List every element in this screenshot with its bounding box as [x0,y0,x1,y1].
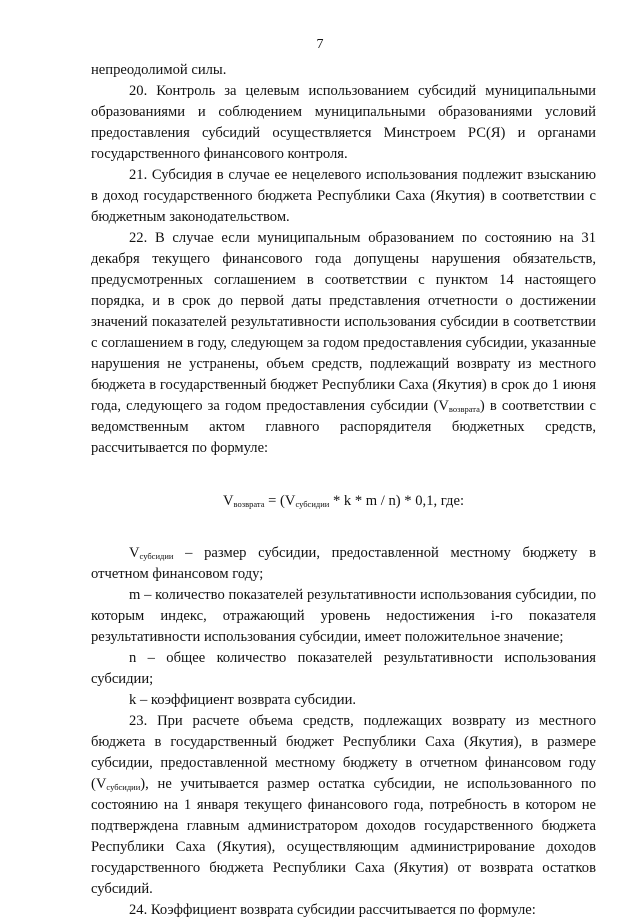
formula-sub-vozvrata: возврата [233,499,265,509]
paragraph-24: 24. Коэффициент возврата субсидии рассчитывается по формуле: [129,902,536,918]
definition-m: m – количество показателей результативности использования субсидии, по которым индекс, отражающий уровень недостижения i-го показателя результативности использования субсидии, имеет положительное значение; [91,587,596,645]
formula-v: V [222,493,234,509]
paragraph-22-text-end: ) в соответствии с ведомственным актом главного распорядителя бюджетных средств, рассчитывается по формуле: [91,398,596,456]
paragraph-20: 20. Контроль за целевым использованием субсидий муниципальными образованиями и соблюдением муниципальными образованиями условий предоставления субсидий осуществляется Минстроем РС(Я) и органами государственного финансового контроля. [91,83,596,162]
paragraph-22-text: 22. В случае если муниципальным образованием по состоянию на 31 декабря текущего финансового года допущены нарушения обязательств, предусмотренных соглашением в соответствии с пунктом 14 настоящего порядка, и в срок до первой даты представления отчетности о достижении значений показателей результативности использования субсидии в соответствии с соглашением в году, следующем за годом предоставления субсидии, указанные нарушения не устранены, объем средств, подлежащий возврату из местного бюджета в государственный бюджет Республики Саха (Якутия) в срок до 1 июня года, следующего за годом предоставления субсидии (V [91,230,596,414]
formula-middle: = (V [264,493,296,509]
document-body [91,60,596,921]
subscript-vozvrata: возврата [448,404,480,414]
page-number: 7 [316,37,324,52]
return-formula [91,491,596,512]
formula-tail: * k * m / n) * 0,1, где: [329,493,465,509]
formula-sub-subsidii: субсидии [295,499,330,509]
definition-v-text: – размер субсидии, предоставленной местному бюджету в отчетном финансовом году; [91,545,596,582]
paragraph-23 [91,711,596,900]
paragraph-23-text-end: ), не учитывается размер остатка субсидии, не использованного по состоянию на 1 января текущего финансового года, потребность в котором не подтверждена главным администратором доходов государственного бюджета Республики Саха (Якутия), осуществляющим администрирование доходов государственного бюджета Республики Саха (Якутия) от возврата остатков субсидий. [91,776,596,897]
definition-v-subsidii [91,543,596,585]
paragraph-23-text: 23. При расчете объема средств, подлежащих возврату из местного бюджета в государственный бюджет Республики Саха (Якутия), в размере субсидии, предоставленной местному бюджету в отчетном финансовом году (V [91,713,596,792]
definition-v-letter: V [129,545,140,561]
subscript-subsidii: субсидии [106,782,141,792]
paragraph-22 [91,228,596,459]
definition-k: k – коэффициент возврата субсидии. [129,692,357,708]
definition-n: n – общее количество показателей результативности использования субсидии; [91,650,596,687]
paragraph-21: 21. Субсидия в случае ее нецелевого использования подлежит взысканию в доход государственного бюджета Республики Саха (Якутия) в соответствии с бюджетным законодательством. [91,167,596,225]
paragraph-continuation: непреодолимой силы. [91,62,227,78]
definition-v-sub: субсидии [139,551,174,561]
